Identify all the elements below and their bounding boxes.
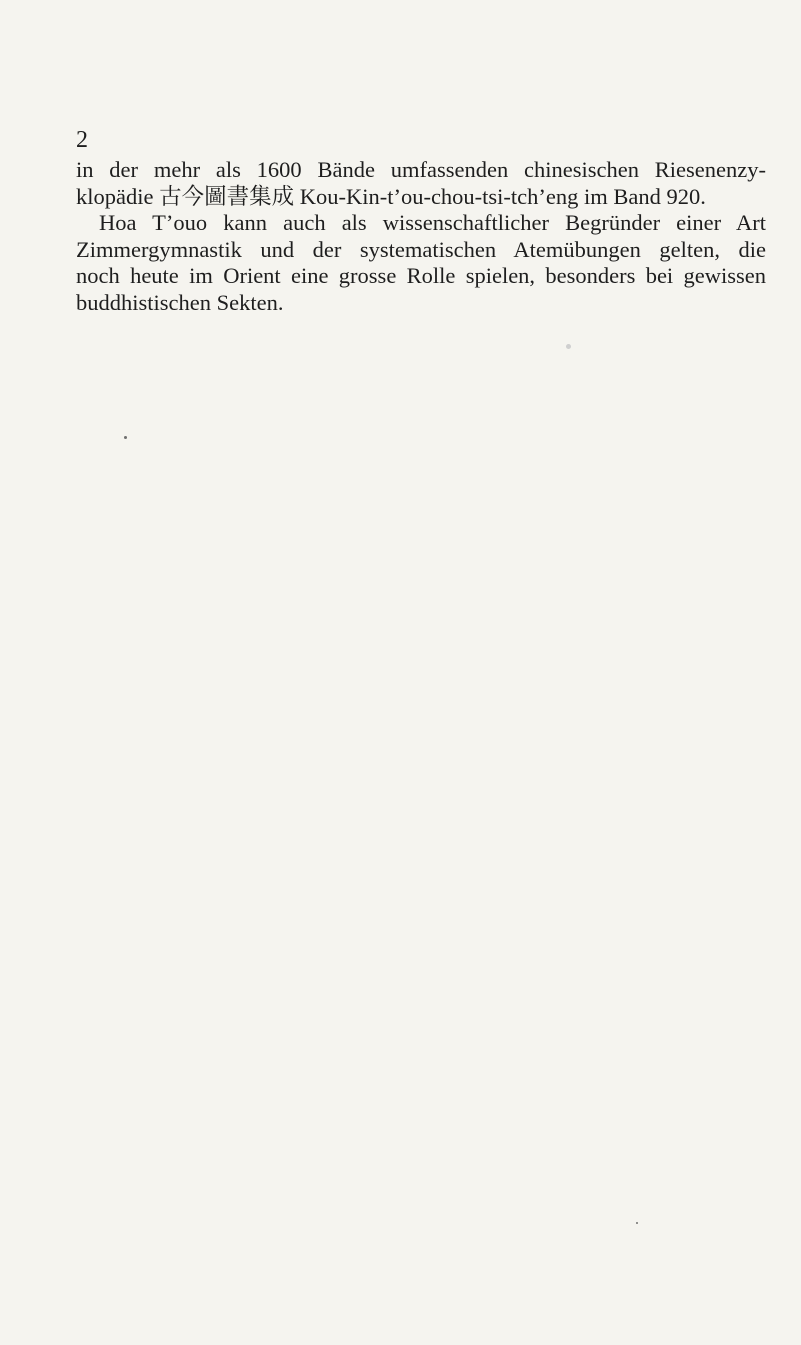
text-line: klopädie 古今圖書集成 Kou-Kin-t’ou-chou-tsi-tch’eng im Band 920. [76,183,706,209]
text-line: buddhistischen Sekten. [76,289,284,315]
paper-speck [636,1222,638,1224]
text-line: Hoa T’ouo kann auch als wissenschaftlicher Begründer einer Art [99,210,766,236]
text-line: Zimmergymnastik und der systematischen Atemübungen gelten, die [76,236,766,262]
text-line: in der mehr als 1600 Bände umfassenden chinesischen Riesenenzy- [76,157,766,182]
page-number: 2 [76,127,88,153]
paper-speck [124,436,127,439]
paper-speck [566,344,571,349]
text-line: noch heute im Orient eine grosse Rolle spielen, besonders bei gewissen [76,263,766,289]
body-text [76,157,766,317]
